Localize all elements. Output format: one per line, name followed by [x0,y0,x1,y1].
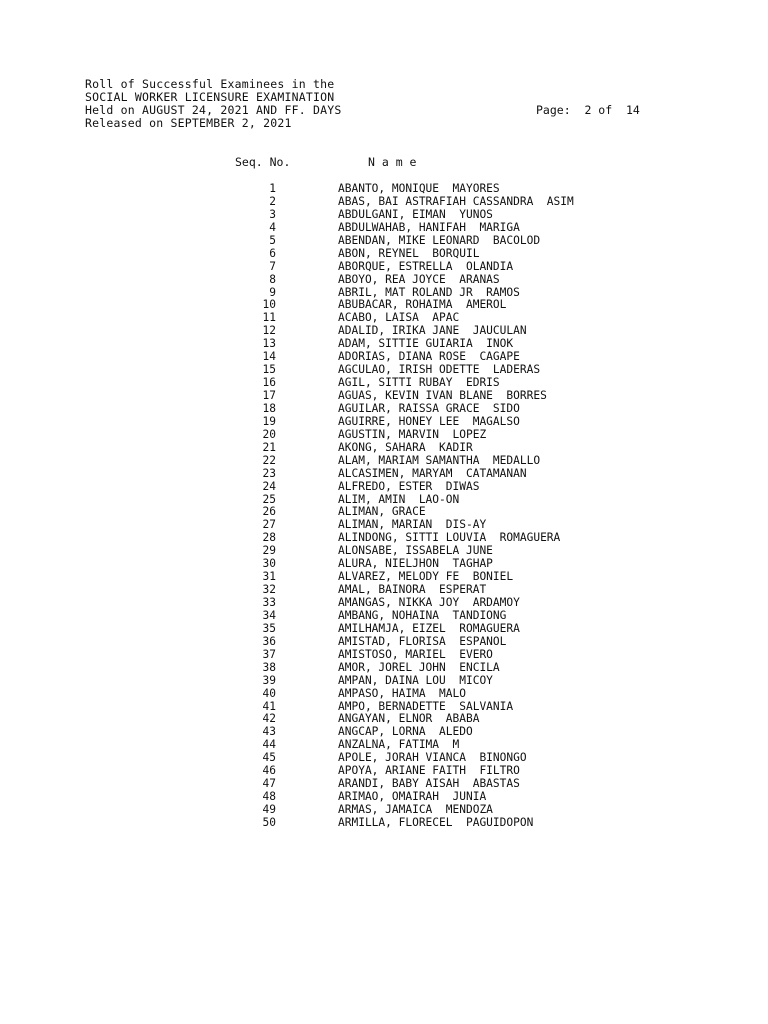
examinee-name: ABUBACAR, ROHAIMA AMEROL [338,298,507,312]
examinee-row [0,416,768,429]
examinee-name: APOYA, ARIANE FAITH FILTRO [338,764,520,778]
examinee-name: ABRIL, MAT ROLAND JR RAMOS [338,285,520,299]
examinee-row [0,183,768,196]
seq-number: 42 [262,712,276,726]
examinee-name: ANGCAP, LORNA ALEDO [338,725,473,739]
examinee-name: APOLE, JORAH VIANCA BINONGO [338,751,527,765]
examinee-row [0,455,768,468]
examinee-row [0,390,768,403]
seq-number: 12 [262,324,276,338]
examinee-name: AGIL, SITTI RUBAY EDRIS [338,376,500,390]
seq-number: 24 [262,479,276,493]
examinee-name: ALFREDO, ESTER DIWAS [338,479,480,493]
seq-number: 33 [262,596,276,609]
header-title-line: Roll of Successful Examinees in the [85,77,335,91]
examinee-name: ABENDAN, MIKE LEONARD BACOLOD [338,233,541,247]
examinee-name: ALINDONG, SITTI LOUVIA ROMAGUERA [338,531,561,545]
examinee-name: ABON, REYNEL BORQUIL [338,246,480,260]
examinee-row [0,662,768,675]
examinee-name: ALIMAN, MARIAN DIS-AY [338,518,487,532]
examinee-row [0,817,768,830]
examinee-name: ALIM, AMIN LAO-ON [338,492,460,506]
seq-number: 41 [262,699,276,713]
seq-number: 36 [262,634,276,648]
examinee-row [0,196,768,209]
seq-number: 6 [269,246,276,260]
seq-number: 19 [262,414,276,428]
examinee-name: ABOYO, REA JOYCE ARANAS [338,272,500,286]
examinee-row [0,235,768,248]
examinee-row [0,675,768,688]
seq-number: 32 [262,583,276,597]
header-release-date: Released on SEPTEMBER 2, 2021 [85,116,292,130]
seq-number: 30 [262,557,276,571]
examinee-name: ABANTO, MONIQUE MAYORES [338,182,500,195]
seq-number: 40 [262,686,276,700]
examinee-row [0,649,768,662]
seq-number: 37 [262,647,276,661]
examinee-name: AMAL, BAINORA ESPERAT [338,583,487,597]
seq-number: 15 [262,363,276,377]
seq-number: 13 [262,337,276,351]
examinee-name: ADAM, SITTIE GUIARIA INOK [338,337,514,351]
header-exam-name: SOCIAL WORKER LICENSURE EXAMINATION [85,90,335,104]
examinee-name: ADORIAS, DIANA ROSE CAGAPE [338,350,520,364]
examinee-name: ARMILLA, FLORECEL PAGUIDOPON [338,815,534,829]
examinee-name: AMISTOSO, MARIEL EVERO [338,647,493,661]
seq-number: 7 [269,259,276,273]
examinee-name: ACABO, LAISA APAC [338,311,460,325]
examinee-name: AMPASO, HAIMA MALO [338,686,466,700]
seq-number: 43 [262,725,276,739]
examinee-row [0,442,768,455]
examinee-row [0,468,768,481]
examinee-name: ALURA, NIELJHON TAGHAP [338,557,493,571]
examinee-name: ANGAYAN, ELNOR ABABA [338,712,480,726]
seq-number: 50 [262,815,276,829]
seq-number: 45 [262,751,276,765]
seq-number: 28 [262,531,276,545]
examinee-name: AGUSTIN, MARVIN LOPEZ [338,427,487,441]
seq-number: 49 [262,803,276,816]
examinee-name: AGCULAO, IRISH ODETTE LADERAS [338,363,541,377]
seq-number: 17 [262,389,276,402]
examinee-row [0,222,768,235]
seq-number: 34 [262,608,276,622]
seq-number: 35 [262,621,276,635]
examinee-row [0,804,768,817]
header-exam-date: Held on AUGUST 24, 2021 AND FF. DAYS [85,103,342,117]
examinee-name: ABDULGANI, EIMAN YUNOS [338,207,493,221]
column-header-name: N a m e [368,155,417,169]
examinee-name: AKONG, SAHARA KADIR [338,440,473,454]
seq-number: 23 [262,466,276,480]
examinee-name: ARANDI, BABY AISAH ABASTAS [338,777,520,791]
examinee-row [0,623,768,636]
seq-number: 14 [262,350,276,364]
seq-number: 46 [262,764,276,778]
examinee-name: ABDULWAHAB, HANIFAH MARIGA [338,220,520,234]
seq-number: 29 [262,544,276,558]
examinee-name: ADALID, IRIKA JANE JAUCULAN [338,324,527,338]
column-header-seq: Seq. No. [235,155,291,169]
seq-number: 25 [262,492,276,506]
examinee-name: AGUIRRE, HONEY LEE MAGALSO [338,414,520,428]
seq-number: 38 [262,660,276,674]
seq-number: 44 [262,738,276,752]
examinee-row [0,209,768,222]
examinee-row [0,597,768,610]
seq-number: 2 [269,194,276,208]
page-number: Page: 2 of 14 [536,103,640,117]
examinee-name: ALAM, MARIAM SAMANTHA MEDALLO [338,453,541,467]
examinee-name: ALVAREZ, MELODY FE BONIEL [338,570,514,584]
examinee-name: AMOR, JOREL JOHN ENCILA [338,660,500,674]
examinee-row [0,403,768,416]
examinee-row [0,610,768,623]
seq-number: 21 [262,440,276,454]
seq-number: 11 [262,311,276,325]
seq-number: 47 [262,777,276,791]
examinee-row [0,429,768,442]
examinee-name: ALCASIMEN, MARYAM CATAMANAN [338,466,527,480]
examinee-name: AMPAN, DAINA LOU MICOY [338,673,493,687]
seq-number: 26 [262,505,276,519]
examinee-row [0,261,768,274]
seq-number: 20 [262,427,276,441]
seq-number: 1 [269,182,276,195]
examinee-row [0,274,768,287]
examinee-name: AGUILAR, RAISSA GRACE SIDO [338,401,520,415]
seq-number: 16 [262,376,276,390]
seq-number: 10 [262,298,276,312]
examinee-name: ALONSABE, ISSABELA JUNE [338,544,493,558]
seq-number: 4 [269,220,276,234]
seq-number: 18 [262,401,276,415]
examinee-row [0,248,768,261]
seq-number: 22 [262,453,276,467]
examinee-name: AMILHAMJA, EIZEL ROMAGUERA [338,621,520,635]
examinee-name: ARIMAO, OMAIRAH JUNIA [338,790,487,804]
examinee-name: ALIMAN, GRACE [338,505,426,519]
seq-number: 5 [269,233,276,247]
examinee-name: AMPO, BERNADETTE SALVANIA [338,699,514,713]
seq-number: 39 [262,673,276,687]
examinee-name: AMANGAS, NIKKA JOY ARDAMOY [338,596,520,609]
examinee-name: ANZALNA, FATIMA M [338,738,460,752]
seq-number: 9 [269,285,276,299]
examinee-row [0,636,768,649]
seq-number: 8 [269,272,276,286]
examinee-name: ABAS, BAI ASTRAFIAH CASSANDRA ASIM [338,194,574,208]
examinee-name: AMBANG, NOHAINA TANDIONG [338,608,507,622]
seq-number: 48 [262,790,276,804]
examinee-row [0,688,768,701]
examinee-row [0,481,768,494]
examinee-name: AMISTAD, FLORISA ESPANOL [338,634,507,648]
seq-number: 3 [269,207,276,221]
examinee-list [0,183,768,830]
examinee-name: AGUAS, KEVIN IVAN BLANE BORRES [338,389,547,402]
examinee-name: ABORQUE, ESTRELLA OLANDIA [338,259,514,273]
examinee-name: ARMAS, JAMAICA MENDOZA [338,803,493,816]
seq-number: 27 [262,518,276,532]
seq-number: 31 [262,570,276,584]
